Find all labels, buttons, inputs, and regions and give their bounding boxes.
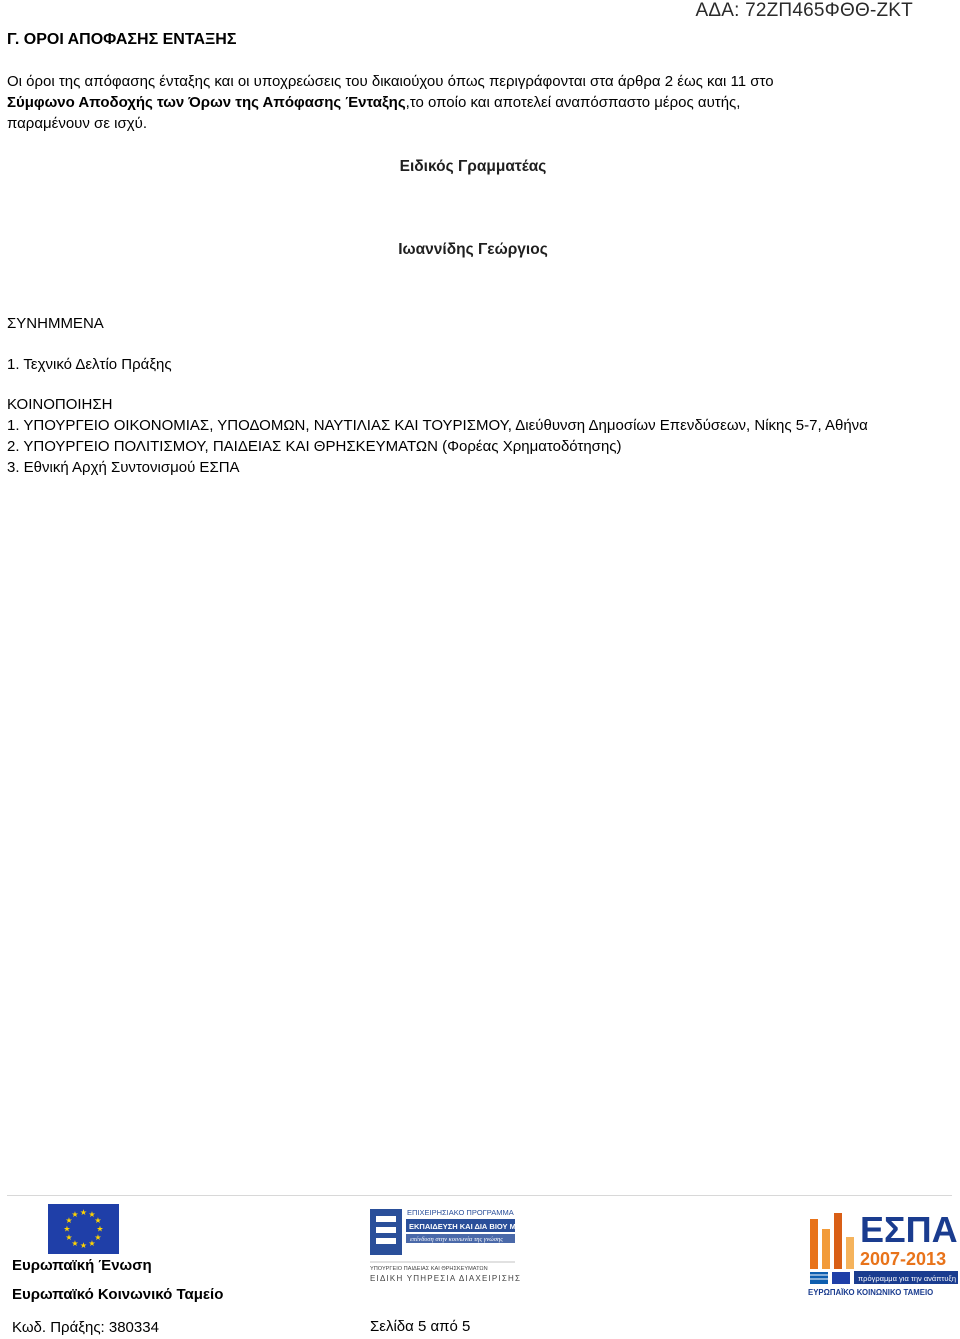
notification-heading: ΚΟΙΝΟΠΟΙΗΣΗ (7, 396, 113, 413)
attachments-heading: ΣΥΝΗΜΜΕΝΑ (7, 315, 104, 332)
svg-text:★: ★ (65, 1216, 73, 1225)
espa-logo (808, 1209, 958, 1297)
notification-section (7, 394, 952, 478)
svg-text:★: ★ (71, 1239, 79, 1248)
svg-text:★: ★ (94, 1216, 102, 1225)
notification-item: 1. ΥΠΟΥΡΓΕΙΟ ΟΙΚΟΝΟΜΙΑΣ, ΥΠΟΔΟΜΩΝ, ΝΑΥΤΙΛΙΑΣ ΚΑΙ ΤΟΥΡΙΣΜΟΥ, Διεύθυνση Δημοσίων Επενδύσεων, Νίκης 5-7, Αθήνα (7, 417, 868, 434)
terms-line-3: παραμένουν σε ισχύ. (7, 115, 148, 132)
esf-label: Ευρωπαϊκό Κοινωνικό Ταμείο (12, 1286, 224, 1303)
section-title: Γ. ΟΡΟΙ ΑΠΟΦΑΣΗΣ ΕΝΤΑΞΗΣ (7, 31, 237, 48)
svg-text:★: ★ (71, 1210, 79, 1219)
espa-logo-title: ΕΣΠΑ (860, 1209, 958, 1250)
eu-flag-icon (48, 1204, 119, 1254)
eu-stars-icon (48, 1204, 119, 1254)
attachments-list (7, 354, 172, 375)
programme-logo (370, 1206, 543, 1284)
terms-line-1: Οι όροι της απόφασης ένταξης και οι υποχρεώσεις του δικαιούχου όπως περιγράφονται στα άρθρα 2 έως και 11 στο (7, 73, 774, 90)
ada-code: ΑΔΑ: 72ΖΠ465ΦΘΘ-ΖΚΤ (695, 0, 913, 21)
terms-line-2-rest: ,το οποίο και αποτελεί αναπόσπαστο μέρος αυτής, (405, 94, 741, 111)
espa-logo-fund: ΕΥΡΩΠΑΪΚΟ ΚΟΙΝΩΝΙΚΟ ΤΑΜΕΙΟ (808, 1288, 934, 1297)
programme-logo-authority2: ΕΙΔΙΚΗ ΥΠΗΡΕΣΙΑ ΔΙΑΧΕΙΡΙΣΗΣ (370, 1274, 522, 1283)
espa-logo-years: 2007-2013 (860, 1249, 947, 1269)
terms-paragraph (7, 71, 907, 134)
project-code: Κωδ. Πράξης: 380334 (12, 1319, 159, 1336)
page-number: Σελίδα 5 από 5 (370, 1318, 471, 1335)
programme-logo-line2: ΕΚΠΑΙΔΕΥΣΗ ΚΑΙ ΔΙΑ ΒΙΟΥ ΜΑΘΗΣΗ (409, 1222, 543, 1231)
espa-logo-slogan: πρόγραμμα για την ανάπτυξη (858, 1274, 957, 1283)
programme-logo-slogan: επένδυση στην κοινωνία της γνώσης (410, 1236, 503, 1243)
svg-text:★: ★ (63, 1224, 71, 1234)
terms-line-2 (7, 92, 907, 113)
terms-bold-reference: Σύμφωνο Αποδοχής των Όρων της Απόφασης Ένταξης (7, 94, 406, 111)
programme-logo-authority1: ΥΠΟΥΡΓΕΙΟ ΠΑΙΔΕΙΑΣ ΚΑΙ ΘΡΗΣΚΕΥΜΑΤΩΝ (370, 1266, 488, 1272)
eu-label: Ευρωπαϊκή Ένωση (12, 1257, 152, 1274)
svg-text:★: ★ (96, 1224, 104, 1234)
signer-name: Ιωαννίδης Γεώργιος (398, 241, 548, 258)
notification-item: 3. Εθνική Αρχή Συντονισμού ΕΣΠΑ (7, 459, 240, 476)
signer-title: Ειδικός Γραμματέας (399, 158, 547, 175)
footer-divider (7, 1195, 952, 1196)
notification-item: 2. ΥΠΟΥΡΓΕΙΟ ΠΟΛΙΤΙΣΜΟΥ, ΠΑΙΔΕΙΑΣ ΚΑΙ ΘΡΗΣΚΕΥΜΑΤΩΝ (Φορέας Χρηματοδότησης) (7, 438, 622, 455)
svg-text:★: ★ (94, 1233, 102, 1242)
svg-text:★: ★ (88, 1239, 96, 1248)
svg-text:★: ★ (79, 1208, 88, 1217)
svg-text:★: ★ (65, 1233, 73, 1242)
svg-text:★: ★ (88, 1210, 96, 1219)
programme-logo-line1: ΕΠΙΧΕΙΡΗΣΙΑΚΟ ΠΡΟΓΡΑΜΜΑ (407, 1208, 514, 1217)
attachment-item: 1. Τεχνικό Δελτίο Πράξης (7, 356, 172, 373)
svg-text:★: ★ (79, 1241, 88, 1250)
